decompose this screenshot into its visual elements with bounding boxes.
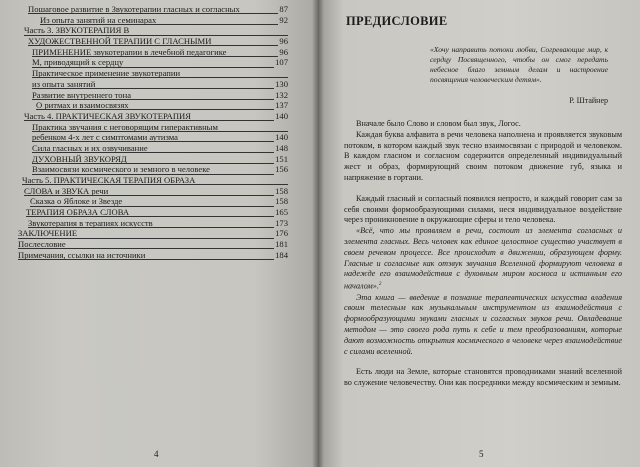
toc-entry-page: 184 xyxy=(275,249,288,260)
toc-entry xyxy=(12,196,288,207)
toc-entry xyxy=(12,15,288,26)
toc-entry xyxy=(12,100,288,111)
toc-entry xyxy=(12,218,288,229)
toc-entry-page: 181 xyxy=(275,239,288,250)
toc-entry-page: 148 xyxy=(275,142,288,153)
toc-entry-page: 165 xyxy=(275,207,288,218)
toc-entry-page: 151 xyxy=(275,153,288,164)
paragraph xyxy=(344,293,622,358)
toc-entry-title: Пошаговое развитие в Звукотерапии гласных и согласных xyxy=(28,4,240,14)
epigraph-author: Р. Штайнер xyxy=(569,96,608,105)
toc-entry-page: 132 xyxy=(275,89,288,100)
quote-text: «Всё, что мы проявляем в речи, состоит из элемента согласных и элемента гласных. Весь человек как единое целостное существо участвует в своем речевом процессе. Все происходит в движении, образующем форму. Гласные и согласные как отзвук звучания Вселенной формируют человека в надежде его взаимодействия с духовным миром космоса и истинным его началом». xyxy=(344,226,622,291)
toc-entry-title: Сказка о Яблоке и Звезде xyxy=(30,196,123,207)
toc-entry-page: 158 xyxy=(275,196,288,207)
toc-entry-page: 140 xyxy=(275,132,288,143)
toc-entry-title: Практика звучания с неговорящим гиперактивным xyxy=(32,121,218,132)
toc-entry-page: 107 xyxy=(275,57,288,68)
toc-entry-page: 96 xyxy=(279,46,288,57)
section-heading: ПРЕДИСЛОВИЕ xyxy=(346,14,448,28)
toc-entry-page: 176 xyxy=(275,228,288,239)
toc-entry xyxy=(12,36,288,47)
toc-entry xyxy=(12,122,288,133)
right-page xyxy=(318,0,640,467)
toc-entry-title: ДУХОВНЫЙ ЗВУКОРЯД xyxy=(32,153,127,164)
toc-entry-title: Часть 5. ПРАКТИЧЕСКАЯ ТЕРАПИЯ ОБРАЗА xyxy=(22,175,196,185)
toc-entry-title: из опыта занятий xyxy=(32,78,96,89)
paragraph: Вначале было Слово и словом был звук, Логос. xyxy=(356,119,521,128)
toc-entry-title: Взаимосвязи космического и земного в человеке xyxy=(32,164,210,175)
toc-entry-title: ЗАКЛЮЧЕНИЕ xyxy=(18,228,78,239)
toc-entry xyxy=(12,25,288,36)
toc-entry xyxy=(12,57,288,68)
paragraph: Каждая буква алфавита в речи человека наполнена и проявляется звуковым потоком, в котором каждый звук тесно взаимосвязан с природой и человеком. В каждом гласном и согласном содержится определенный индивидуальный жест и образ, формирующий своим потоком движение губ, языка и напряжение в гортани. xyxy=(344,129,622,182)
paragraph-text: Эта книга — введение в познание терапевтических искусства владения своим телесным как музыкальным инструментом из взаимодействия с формообразующими звуками гласных и согласных звуков речи. Овладевание методом — это своего рода путь к себе и тем преобразованиям, которые дают возможность открытия космического в человеке через взаимодействие с силами вселенной. xyxy=(344,292,622,356)
toc-entry-page: 156 xyxy=(275,164,288,175)
toc-entry-title: О ритмах и взаимосвязях xyxy=(36,100,129,111)
toc-entry xyxy=(12,250,288,261)
toc-entry xyxy=(12,4,288,15)
footnote-ref: 2 xyxy=(378,282,382,288)
toc-entry-page: 96 xyxy=(279,36,288,47)
toc-entry-title: Часть 3. ЗВУКОТЕРАПИЯ В xyxy=(24,25,130,36)
toc-entry-page: 173 xyxy=(275,217,288,228)
toc-entry xyxy=(12,68,288,79)
toc-entry-title: Сила гласных и их озвучивание xyxy=(32,142,148,153)
toc-entry-page: 87 xyxy=(279,4,288,14)
body-text xyxy=(344,119,622,389)
toc-entry xyxy=(12,47,288,58)
toc-entry xyxy=(12,111,288,122)
toc-entry-title: Из опыта занятий на семинарах xyxy=(40,14,157,25)
toc-entry-title: Послесловие xyxy=(18,239,66,250)
table-of-contents xyxy=(12,4,288,261)
toc-entry xyxy=(12,90,288,101)
toc-entry xyxy=(12,175,288,186)
toc-entry-title: Практическое применение звукотерапии xyxy=(32,68,181,79)
epigraph-text: «Хочу направить потоки любви, Согревающие мир, к сердцу Посвященного, чтобы он смог передать небесное благо земным делам и настроение посвящения человеческим детям». xyxy=(430,45,608,84)
toc-entry-title: СЛОВА и ЗВУКА речи xyxy=(24,185,109,196)
toc-entry-title: Развитие внутреннего тона xyxy=(32,89,132,100)
toc-entry-title: Часть 4. ПРАКТИЧЕСКАЯ ЗВУКОТЕРАПИЯ xyxy=(24,110,191,121)
toc-entry xyxy=(12,239,288,250)
toc-entry-title: М, приводящий к сердцу xyxy=(32,57,124,68)
toc-entry-title: ПРИМЕНЕНИЕ звукотерапии в лечебной педагогике xyxy=(32,46,227,57)
toc-entry-page: 92 xyxy=(279,14,288,25)
toc-entry-title: Примечания, ссылки на источники xyxy=(18,249,146,260)
toc-entry-page: 137 xyxy=(275,100,288,111)
book-gutter xyxy=(312,0,324,467)
page-number-right: 5 xyxy=(479,449,484,459)
toc-entry-page: 140 xyxy=(275,110,288,121)
paragraph: Есть люди на Земле, которые становятся проводниками знаний вселенной во служение человечеству. Они как посредники между космическим и земным. xyxy=(344,367,622,388)
toc-entry xyxy=(12,207,288,218)
toc-entry xyxy=(12,164,288,175)
toc-entry xyxy=(12,79,288,90)
toc-entry xyxy=(12,154,288,165)
toc-entry-title: Звукотерапия в терапиях искусств xyxy=(28,217,153,228)
epigraph xyxy=(430,45,608,105)
page-number-left: 4 xyxy=(154,449,159,459)
toc-entry-title: ребенком 4-х лет с симптомами аутизма xyxy=(32,132,178,143)
toc-entry-title: ТЕРАПИЯ ОБРАЗА СЛОВА xyxy=(26,207,130,218)
toc-entry xyxy=(12,186,288,197)
toc-entry-title: ХУДОЖЕСТВЕННОЙ ТЕРАПИИ С ГЛАСНЫМИ xyxy=(28,36,212,47)
toc-entry-page: 158 xyxy=(275,185,288,196)
paragraph: Каждый гласный и согласный появился непросто, и каждый говорит сам за себя своими формообразующими силами, неся индивидуальное воздействие через проникновение в окружающие сферы и тело человека. xyxy=(344,193,622,225)
quote-paragraph xyxy=(344,226,622,293)
toc-entry-page: 130 xyxy=(275,78,288,89)
toc-entry xyxy=(12,228,288,239)
left-page xyxy=(0,0,318,467)
toc-leader-line xyxy=(18,259,274,260)
toc-entry xyxy=(12,143,288,154)
toc-entry xyxy=(12,132,288,143)
